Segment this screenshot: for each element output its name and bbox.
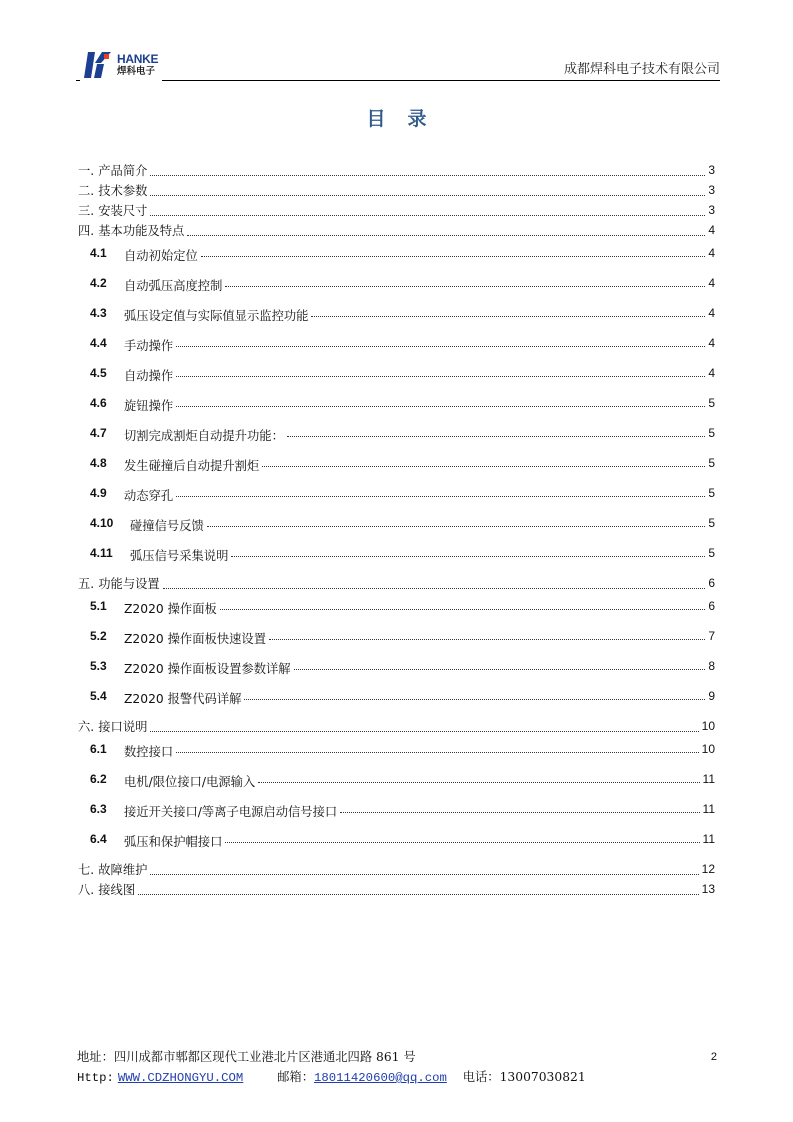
toc-entry-number: 5.4 [90, 689, 107, 703]
toc-entry-page: 11 [702, 802, 715, 816]
toc-entry-page: 9 [708, 689, 715, 703]
dot-leader [150, 165, 705, 176]
toc-entry-title: 电机/限位接口/电源输入 [124, 775, 256, 789]
toc-entry-title: Z2020 报警代码详解 [124, 692, 242, 706]
toc-entry[interactable] [78, 220, 715, 240]
toc-entry-number: 4.2 [90, 276, 107, 290]
toc-entry-number: 6.2 [90, 772, 107, 786]
toc-entry[interactable] [78, 766, 715, 796]
toc-entry-title: 接线图 [98, 883, 136, 897]
toc-entry[interactable] [78, 240, 715, 270]
toc-entry[interactable] [78, 736, 715, 766]
toc-entry-number: 4.3 [90, 306, 107, 320]
dot-leader [150, 205, 705, 216]
toc-entry-title: 碰撞信号反馈 [130, 519, 204, 533]
toc-entry-title: 切割完成割炬自动提升功能： [124, 429, 284, 443]
toc-entry-page: 6 [708, 599, 715, 613]
dot-leader [258, 772, 699, 783]
toc-entry-number: 4.4 [90, 336, 107, 350]
table-of-contents [78, 160, 715, 899]
toc-entry[interactable] [78, 270, 715, 300]
dot-leader [187, 225, 705, 236]
toc-entry-page: 5 [708, 546, 715, 560]
toc-entry-title: 自动初始定位 [124, 249, 198, 263]
toc-entry-number: 七. [78, 863, 95, 877]
dot-leader [244, 689, 705, 700]
toc-entry[interactable] [78, 200, 715, 220]
toc-entry[interactable] [78, 510, 715, 540]
footer-phone-label: 电话： [462, 1070, 500, 1084]
dot-leader [225, 832, 699, 843]
toc-entry-page: 4 [708, 246, 715, 260]
toc-entry-number: 6.4 [90, 832, 107, 846]
dot-leader [269, 629, 705, 640]
toc-entry-title: 接近开关接口/等离子电源启动信号接口 [124, 805, 338, 819]
dot-leader [176, 366, 705, 377]
toc-entry-page: 4 [708, 223, 715, 237]
dot-leader [176, 742, 698, 753]
dot-leader [231, 546, 705, 557]
toc-entry-title: 基本功能及特点 [98, 224, 185, 238]
toc-entry-page: 4 [708, 276, 715, 290]
toc-entry-title: 产品简介 [98, 164, 148, 178]
toc-entry-title: 安装尺寸 [98, 204, 148, 218]
toc-entry-number: 四. [78, 224, 95, 238]
toc-entry-number: 4.11 [90, 546, 113, 560]
dot-leader [340, 802, 699, 813]
toc-entry-page: 5 [708, 486, 715, 500]
page-number: 2 [710, 1051, 717, 1063]
dot-leader [201, 246, 706, 257]
dot-leader [294, 659, 706, 670]
toc-entry-title: 自动操作 [124, 369, 174, 383]
hanke-logo-icon [84, 50, 114, 80]
dot-leader [262, 456, 705, 467]
toc-entry-page: 5 [708, 426, 715, 440]
dot-leader [287, 426, 705, 437]
toc-entry[interactable] [78, 716, 715, 736]
dot-leader [176, 336, 705, 347]
toc-entry[interactable] [78, 360, 715, 390]
toc-entry-page: 11 [702, 832, 715, 846]
company-name: 成都焊科电子技术有限公司 [563, 62, 720, 77]
toc-entry[interactable] [78, 859, 715, 879]
company-logo [80, 50, 162, 84]
toc-entry-number: 六. [78, 720, 95, 734]
toc-entry-number: 4.8 [90, 456, 107, 470]
toc-entry-title: 弧压设定值与实际值显示监控功能 [124, 309, 309, 323]
toc-entry-page: 8 [708, 659, 715, 673]
footer-email-label: 邮箱： [277, 1070, 315, 1084]
toc-entry-number: 6.3 [90, 802, 107, 816]
toc-entry[interactable] [78, 480, 715, 510]
toc-entry-number: 5.3 [90, 659, 107, 673]
dot-leader [225, 276, 705, 287]
toc-entry-number: 6.1 [90, 742, 107, 756]
website-link[interactable]: WWW.CDZHONGYU.COM [117, 1071, 244, 1085]
toc-entry[interactable] [78, 330, 715, 360]
toc-entry-page: 13 [701, 882, 715, 896]
toc-entry-page: 5 [708, 516, 715, 530]
toc-entry[interactable] [78, 593, 715, 623]
dot-leader [150, 185, 705, 196]
toc-entry-page: 7 [708, 629, 715, 643]
dot-leader [207, 516, 706, 527]
toc-entry-title: 弧压和保护帽接口 [124, 835, 223, 849]
email-link[interactable]: 18011420600@qq.com [314, 1071, 447, 1085]
toc-entry[interactable] [78, 796, 715, 826]
toc-entry-title: Z2020 操作面板快速设置 [124, 632, 267, 646]
toc-entry[interactable] [78, 450, 715, 480]
toc-entry-title: 发生碰撞后自动提升割炬 [124, 459, 260, 473]
toc-entry[interactable] [78, 623, 715, 653]
page-title: 目录 [366, 108, 449, 130]
dot-leader [176, 486, 705, 497]
toc-entry-page: 3 [708, 163, 715, 177]
toc-entry[interactable] [78, 180, 715, 200]
toc-entry[interactable] [78, 540, 715, 570]
toc-entry-page: 10 [701, 719, 715, 733]
toc-entry-page: 5 [708, 456, 715, 470]
toc-entry-title: 数控接口 [124, 745, 174, 759]
toc-entry-number: 4.7 [90, 426, 107, 440]
toc-entry-title: 自动弧压高度控制 [124, 279, 223, 293]
toc-entry-number: 4.1 [90, 246, 107, 260]
toc-entry-page: 11 [702, 772, 715, 786]
footer-phone: 13007030821 [499, 1070, 586, 1084]
dot-leader [163, 578, 706, 589]
footer-address: 地址：四川成都市郫都区现代工业港北片区港通北四路 861 号 [77, 1050, 416, 1064]
toc-entry-number: 三. [78, 204, 95, 218]
toc-entry[interactable] [78, 300, 715, 330]
toc-entry-page: 3 [708, 183, 715, 197]
toc-entry-page: 10 [701, 742, 715, 756]
toc-entry-page: 3 [708, 203, 715, 217]
toc-entry-title: Z2020 操作面板设置参数详解 [124, 662, 291, 676]
page-footer [77, 1047, 717, 1088]
footer-http-label: Http: [77, 1071, 114, 1085]
toc-entry[interactable] [78, 573, 715, 593]
toc-entry-number: 4.9 [90, 486, 107, 500]
toc-entry-page: 4 [708, 366, 715, 380]
toc-entry-title: 弧压信号采集说明 [130, 549, 229, 563]
dot-leader [138, 884, 699, 895]
page-header [76, 52, 720, 81]
toc-entry-page: 5 [708, 396, 715, 410]
toc-entry-title: 旋钮操作 [124, 399, 174, 413]
dot-leader [150, 864, 698, 875]
toc-entry[interactable] [78, 653, 715, 683]
toc-entry[interactable] [78, 826, 715, 856]
toc-entry-page: 4 [708, 336, 715, 350]
toc-entry[interactable] [78, 879, 715, 899]
toc-entry[interactable] [78, 160, 715, 180]
toc-entry-number: 4.10 [90, 516, 114, 530]
toc-entry[interactable] [78, 420, 715, 450]
toc-entry-page: 6 [708, 576, 715, 590]
dot-leader [150, 721, 698, 732]
toc-entry[interactable] [78, 683, 715, 713]
toc-entry-number: 二. [78, 184, 95, 198]
toc-entry-title: Z2020 操作面板 [124, 602, 217, 616]
dot-leader [176, 396, 705, 407]
toc-entry-number: 4.5 [90, 366, 107, 380]
toc-entry-title: 动态穿孔 [124, 489, 174, 503]
dot-leader [220, 599, 705, 610]
toc-entry-number: 5.2 [90, 629, 107, 643]
toc-entry-title: 手动操作 [124, 339, 174, 353]
logo-chinese-name: 焊科电子 [117, 66, 156, 77]
toc-entry-number: 八. [78, 883, 95, 897]
toc-entry-title: 接口说明 [98, 720, 148, 734]
toc-entry-title: 技术参数 [98, 184, 148, 198]
toc-entry-number: 一. [78, 164, 95, 178]
toc-entry-title: 故障维护 [98, 863, 148, 877]
logo-english-name: HANKE [117, 52, 159, 66]
toc-entry-number: 5.1 [90, 599, 107, 613]
dot-leader [311, 306, 705, 317]
toc-entry-title: 功能与设置 [98, 577, 160, 591]
toc-entry[interactable] [78, 390, 715, 420]
toc-entry-page: 4 [708, 306, 715, 320]
toc-entry-number: 4.6 [90, 396, 107, 410]
toc-entry-page: 12 [701, 862, 715, 876]
toc-entry-number: 五. [78, 577, 95, 591]
